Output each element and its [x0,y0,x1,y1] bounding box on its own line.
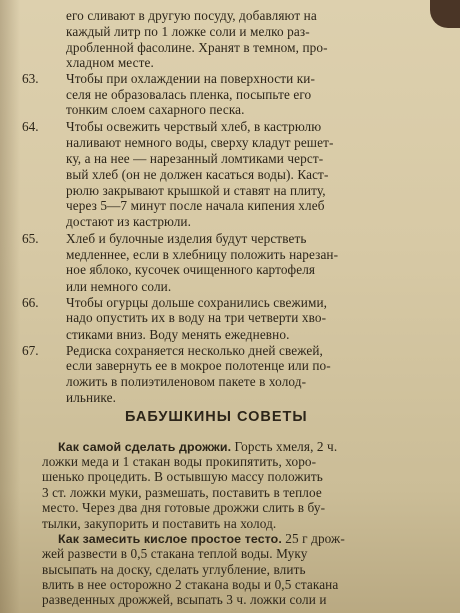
item-line: стиками вниз. Воду менять ежедневно. [66,326,290,342]
item-line: Редиска сохраняется несколько дней свежей, [66,342,323,358]
item-line: Хлеб и булочные изделия будут черстветь [66,230,307,246]
intro-line: его сливают в другую посуду, добавляют на [66,7,317,23]
intro-line: хладном месте. [66,55,154,71]
item-number: 63. [22,70,39,86]
item-number: 67. [22,342,39,358]
item-line: или немного соли. [66,278,172,294]
item-line: достают из кастрюли. [66,213,192,229]
item-line: ложить в полиэтиленовом пакете в холод- [66,374,307,390]
tip-line: разведенных дрожжей, всыпать 3 ч. ложки соли и [42,592,327,608]
item-line: Чтобы при охлаждении на поверхности ки- [66,70,315,86]
tip-text: 25 г дрож- [281,530,345,546]
page-corner [430,0,460,28]
item-number: 66. [22,294,39,310]
page-shadow [0,0,20,613]
tip-text: Горсть хмеля, 2 ч. [231,438,338,454]
tip-title: Как самой сделать дрожжи. [58,439,232,454]
item-line: ку, а на нее — нарезанный ломтиками черст- [66,151,324,167]
section-title: БАБУШКИНЫ СОВЕТЫ [125,408,308,425]
tip-title: Как замесить кислое простое тесто. [58,531,282,546]
item-number: 64. [22,118,39,134]
tip-line: ложки меда и 1 стакан воды прокипятить, хоро- [42,453,317,469]
intro-line: дробленной фасолине. Хранят в темном, про- [66,40,328,56]
tip-line: влить в нее осторожно 2 стакана воды и 0,5 стакана [42,577,339,593]
tip-line: 3 ст. ложки муки, размешать, поставить в теплое [42,484,322,500]
tip-line: место. Через два дня готовые дрожжи слить в бу- [42,500,326,516]
tip-first-line [58,532,345,547]
item-line: медленнее, если в хлебницу положить нарезан- [66,246,339,262]
item-line: ильнике. [66,389,117,405]
item-number: 65. [22,230,39,246]
item-line: вый хлеб (он не должен касаться воды). Каст- [66,166,329,182]
item-line: рюлю закрывают крышкой и ставят на плиту, [66,182,326,198]
intro-line: каждый литр по 1 ложке соли и мелко раз- [66,23,310,39]
tip-line: тылки, закупорить и поставить на холод. [42,515,277,531]
item-line: селя не образовалась пленка, посыпьте его [66,87,312,103]
item-line: если завернуть ее в мокрое полотенце или по- [66,358,331,374]
item-line: через 5—7 минут после начала кипения хлеб [66,198,325,214]
item-line: Чтобы освежить черствый хлеб, в кастрюлю [66,118,322,134]
tip-line: шенько процедить. В остывшую массу положить [42,469,323,485]
item-line: Чтобы огурцы дольше сохранились свежими, [66,294,328,310]
item-line: надо опустить их в воду на три четверти хво- [66,310,327,326]
item-line: ное яблоко, кусочек очищенного картофеля [66,262,316,278]
tip-first-line [58,440,337,455]
item-line: тонким слоем сахарного песка. [66,102,245,118]
tip-line: жей развести в 0,5 стакана теплой воды. Муку [42,546,308,562]
tip-line: высыпать на доску, сделать углубление, влить [42,561,306,577]
item-line: наливают немного воды, сверху кладут решет- [66,134,334,150]
